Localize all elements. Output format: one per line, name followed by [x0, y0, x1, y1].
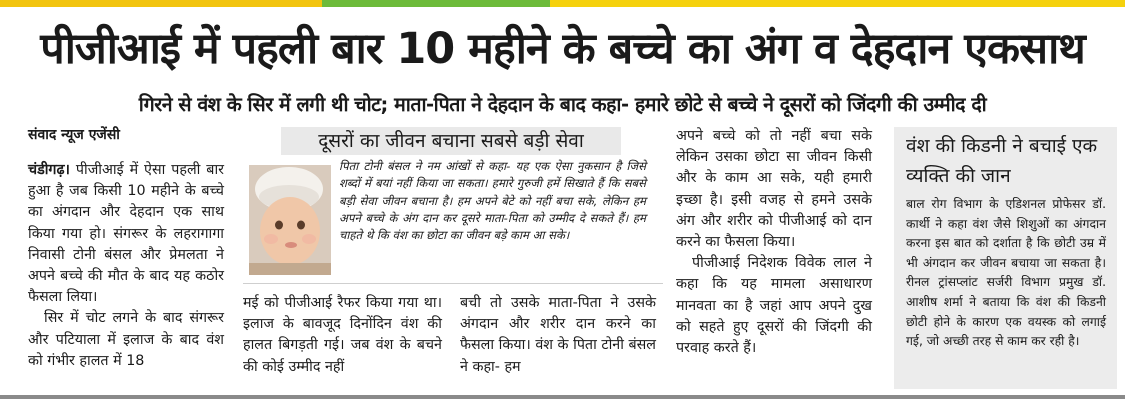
article-column-1 — [28, 160, 224, 372]
bottom-rule — [0, 395, 1125, 399]
byline: संवाद न्यूज एजेंसी — [28, 127, 120, 143]
sidebar-body: बाल रोग विभाग के एडिशनल प्रोफेसर डॉ. कार्थी ने कहा वंश जैसे शिशुओं का अंगदान करना इस बात को दर्शाता है कि छोटी उम्र में भी अंगदान कर जीवन बचाया जा सकता है। रीनल ट्रांसप्लांट सर्जरी विभाग प्रमुख डॉ. आशीष शर्मा ने बताया कि वंश की किडनी छोटी होने के कारण एक वयस्क को लगाई गई, जो अच्छी तरह से काम कर रही है। — [906, 197, 1106, 349]
paragraph-1 — [28, 160, 224, 308]
top-color-bar — [0, 0, 1125, 7]
photo-spacer — [251, 158, 339, 276]
article-column-4 — [676, 126, 872, 359]
headline: पीजीआई में पहली बार 10 महीने के बच्चे का अंग व देहदान एकसाथ — [40, 24, 1085, 74]
quote-body: पिता टोनी बंसल ने नम आंखों से कहा- यह एक ऐसा नुकसान है जिसे शब्दों में बयां नहीं किया जा सकता। हमारे गुरुजी हमें सिखाते हैं कि सबसे बड़ी सेवा जीवन बचाना है। हम अपने बेटे को नहीं बचा सके, लेकिन हम अपने बच्चे के अंग दान कर दूसरे माता-पिता को उम्मीद दे सकते हैं। हम चाहते थे कि वंश का छोटा का जीवन बड़े काम आ सके। — [339, 159, 646, 243]
paragraph-2: सिर में चोट लगने के बाद संगरूर और पटियाला में इलाज के बाद वंश को गंभीर हालत में 18 — [28, 310, 224, 369]
dateline: चंडीगढ़। — [28, 162, 70, 178]
sidebar-box — [894, 127, 1117, 389]
quote-box-title: दूसरों का जीवन बचाना सबसे बड़ी सेवा — [281, 127, 621, 155]
paragraph-1-text: पीजीआई में ऐसा पहली बार हुआ है जब किसी 10 महीने के बच्चे का अंगदान और देहदान एक साथ किया गया हो। संगरूर के लहरागागा निवासी टोनी बंसल और प्रेमलता ने अपने बच्चे की मौत के बाद यह कठोर फैसला लिया। — [28, 162, 224, 306]
sidebar-title: वंश की किडनी ने बचाई एक व्यक्ति की जान — [906, 135, 1098, 187]
paragraph-3: अपने बच्चे को तो नहीं बचा सके लेकिन उसका छोटा सा जीवन किसी और के काम आ सके, यही हमारी इच्छा है। इसी वजह से हमने उसके अंग और शरीर को पीजीआई को दान करने का फैसला किया। — [676, 128, 872, 251]
top-bar-segment-yellow-2 — [550, 0, 1125, 7]
paragraph-4: पीजीआई निदेशक विवेक लाल ने कहा कि यह मामला असाधारण मानवता का है जहां आप अपने दुख को सहते हुए दूसरों की जिंदगी की परवाह करते हैं। — [676, 255, 872, 357]
subheadline: गिरने से वंश के सिर में लगी थी चोट; माता-पिता ने देहदान के बाद कहा- हमारे छोटे से बच्चे ने दूसरों को जिंदगी की उम्मीद दी — [138, 93, 987, 116]
article-column-2: मई को पीजीआई रैफर किया गया था। इलाज के बावजूद दिनोंदिन वंश की हालत बिगड़ती गई। जब वंश के बचने की कोई उम्मीद नहीं — [243, 295, 442, 375]
article-column-3: बची तो उसके माता-पिता ने उसके अंगदान और शरीर दान करने का फैसला किया। वंश के पिता टोनी बंसल ने कहा- हम — [460, 295, 656, 375]
quote-text — [251, 158, 646, 276]
top-bar-segment-yellow — [0, 0, 322, 7]
quote-box — [243, 127, 663, 284]
top-bar-segment-green — [322, 0, 550, 7]
